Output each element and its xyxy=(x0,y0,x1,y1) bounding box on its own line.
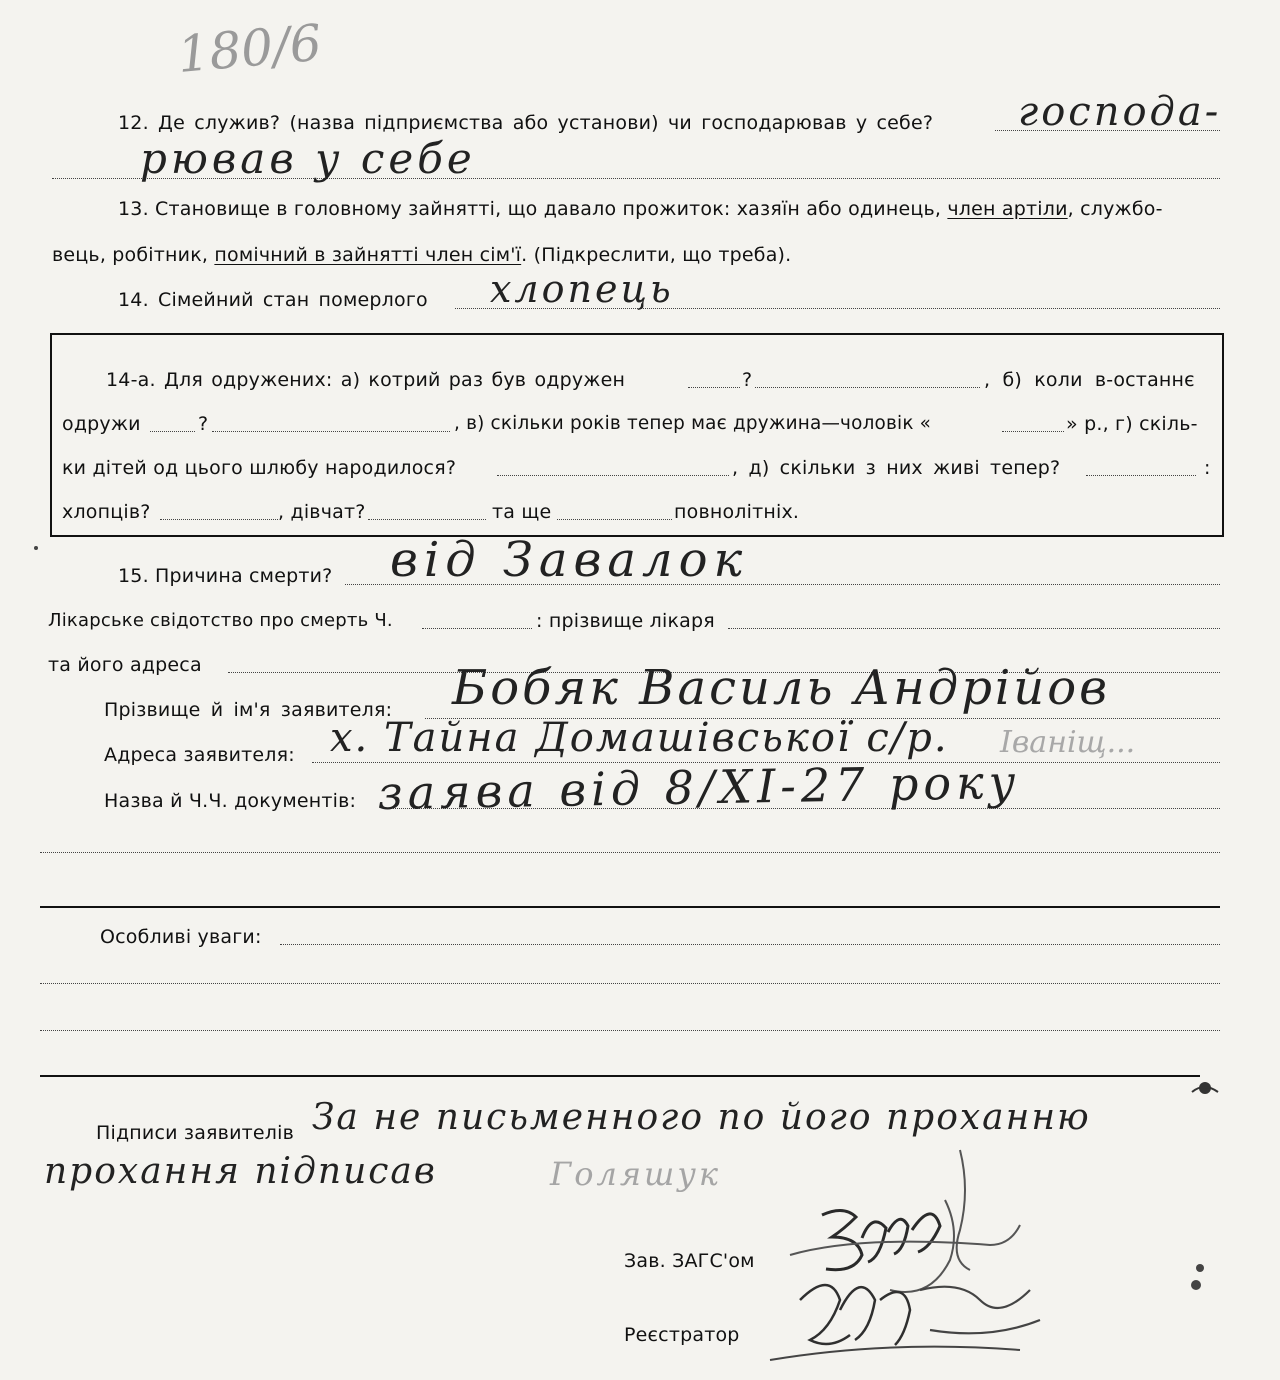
applicant-address-value-faint: Іваніщ... xyxy=(1000,725,1136,760)
doctor-name-label: : прізвище лікаря xyxy=(536,610,715,632)
q14-label: 14. Сімейний стан померлого xyxy=(118,289,428,311)
registrar-label: Реєстратор xyxy=(624,1324,740,1346)
q14a-line1: 14-а. Для одружених: а) котрий раз був одружен xyxy=(106,369,626,391)
q14-answer: хлопець xyxy=(490,267,674,311)
doctor-address-label: та його адреса xyxy=(48,654,202,676)
married-section-box: 14-а. Для одружених: а) котрий раз був одружен ? , б) коли в-останнє одружи ? , в) скільки років тепер має дружина—чоловік « » р., г) скіль- ки дітей од цього шлюбу народилося? , д) скільки з них живі тепер? : хлопців? , дівчат? та ще повнолітніх. xyxy=(50,333,1224,537)
q12-label: 12. Де служив? (назва підприємства або установи) чи господарював у себе? xyxy=(118,112,934,134)
q13-line1: 13. Становище в головному зайнятті, що давало прожиток: хазяїн або одинець, член артіли, службо- xyxy=(118,198,1163,220)
q13-line2: вець, робітник, помічний в зайнятті член сім'ї. (Підкреслити, що треба). xyxy=(52,244,792,266)
documents-value: заява від 8/XI-27 року xyxy=(377,754,1021,820)
signatures-line1: За не письменного по його проханню xyxy=(312,1097,1091,1138)
remarks-label: Особливі уваги: xyxy=(100,926,262,948)
q13-option-member-artel: член артіли xyxy=(947,198,1068,220)
record-number: 180/6 xyxy=(175,13,324,84)
q13-option-helper: помічний в зайнятті член сім'ї xyxy=(214,244,522,266)
signatures-line2-faint: Голяшук xyxy=(550,1155,721,1193)
applicant-address-value: х. Тайна Домашівської с/р. xyxy=(330,715,949,761)
registry-head-label: Зав. ЗАГС'ом xyxy=(624,1250,755,1272)
signatures-label: Підписи заявителів xyxy=(96,1122,295,1144)
q15-answer: від Завалок xyxy=(390,532,749,588)
applicant-name-value: Бобяк Василь Андрійов xyxy=(452,660,1111,716)
documents-label: Назва й Ч.Ч. документів: xyxy=(104,790,357,812)
applicant-name-label: Прізвище й ім'я заявителя: xyxy=(104,699,393,721)
q12-answer-part1: господа- xyxy=(1018,89,1222,135)
q15-label: 15. Причина смерти? xyxy=(118,565,333,587)
signatures-line2: прохання підписав xyxy=(44,1151,437,1192)
applicant-address-label: Адреса заявителя: xyxy=(104,744,295,766)
doctor-certificate-label: Лікарське свідотство про смерть Ч. xyxy=(48,610,393,631)
q12-answer-part2: рював у себе xyxy=(140,134,476,183)
